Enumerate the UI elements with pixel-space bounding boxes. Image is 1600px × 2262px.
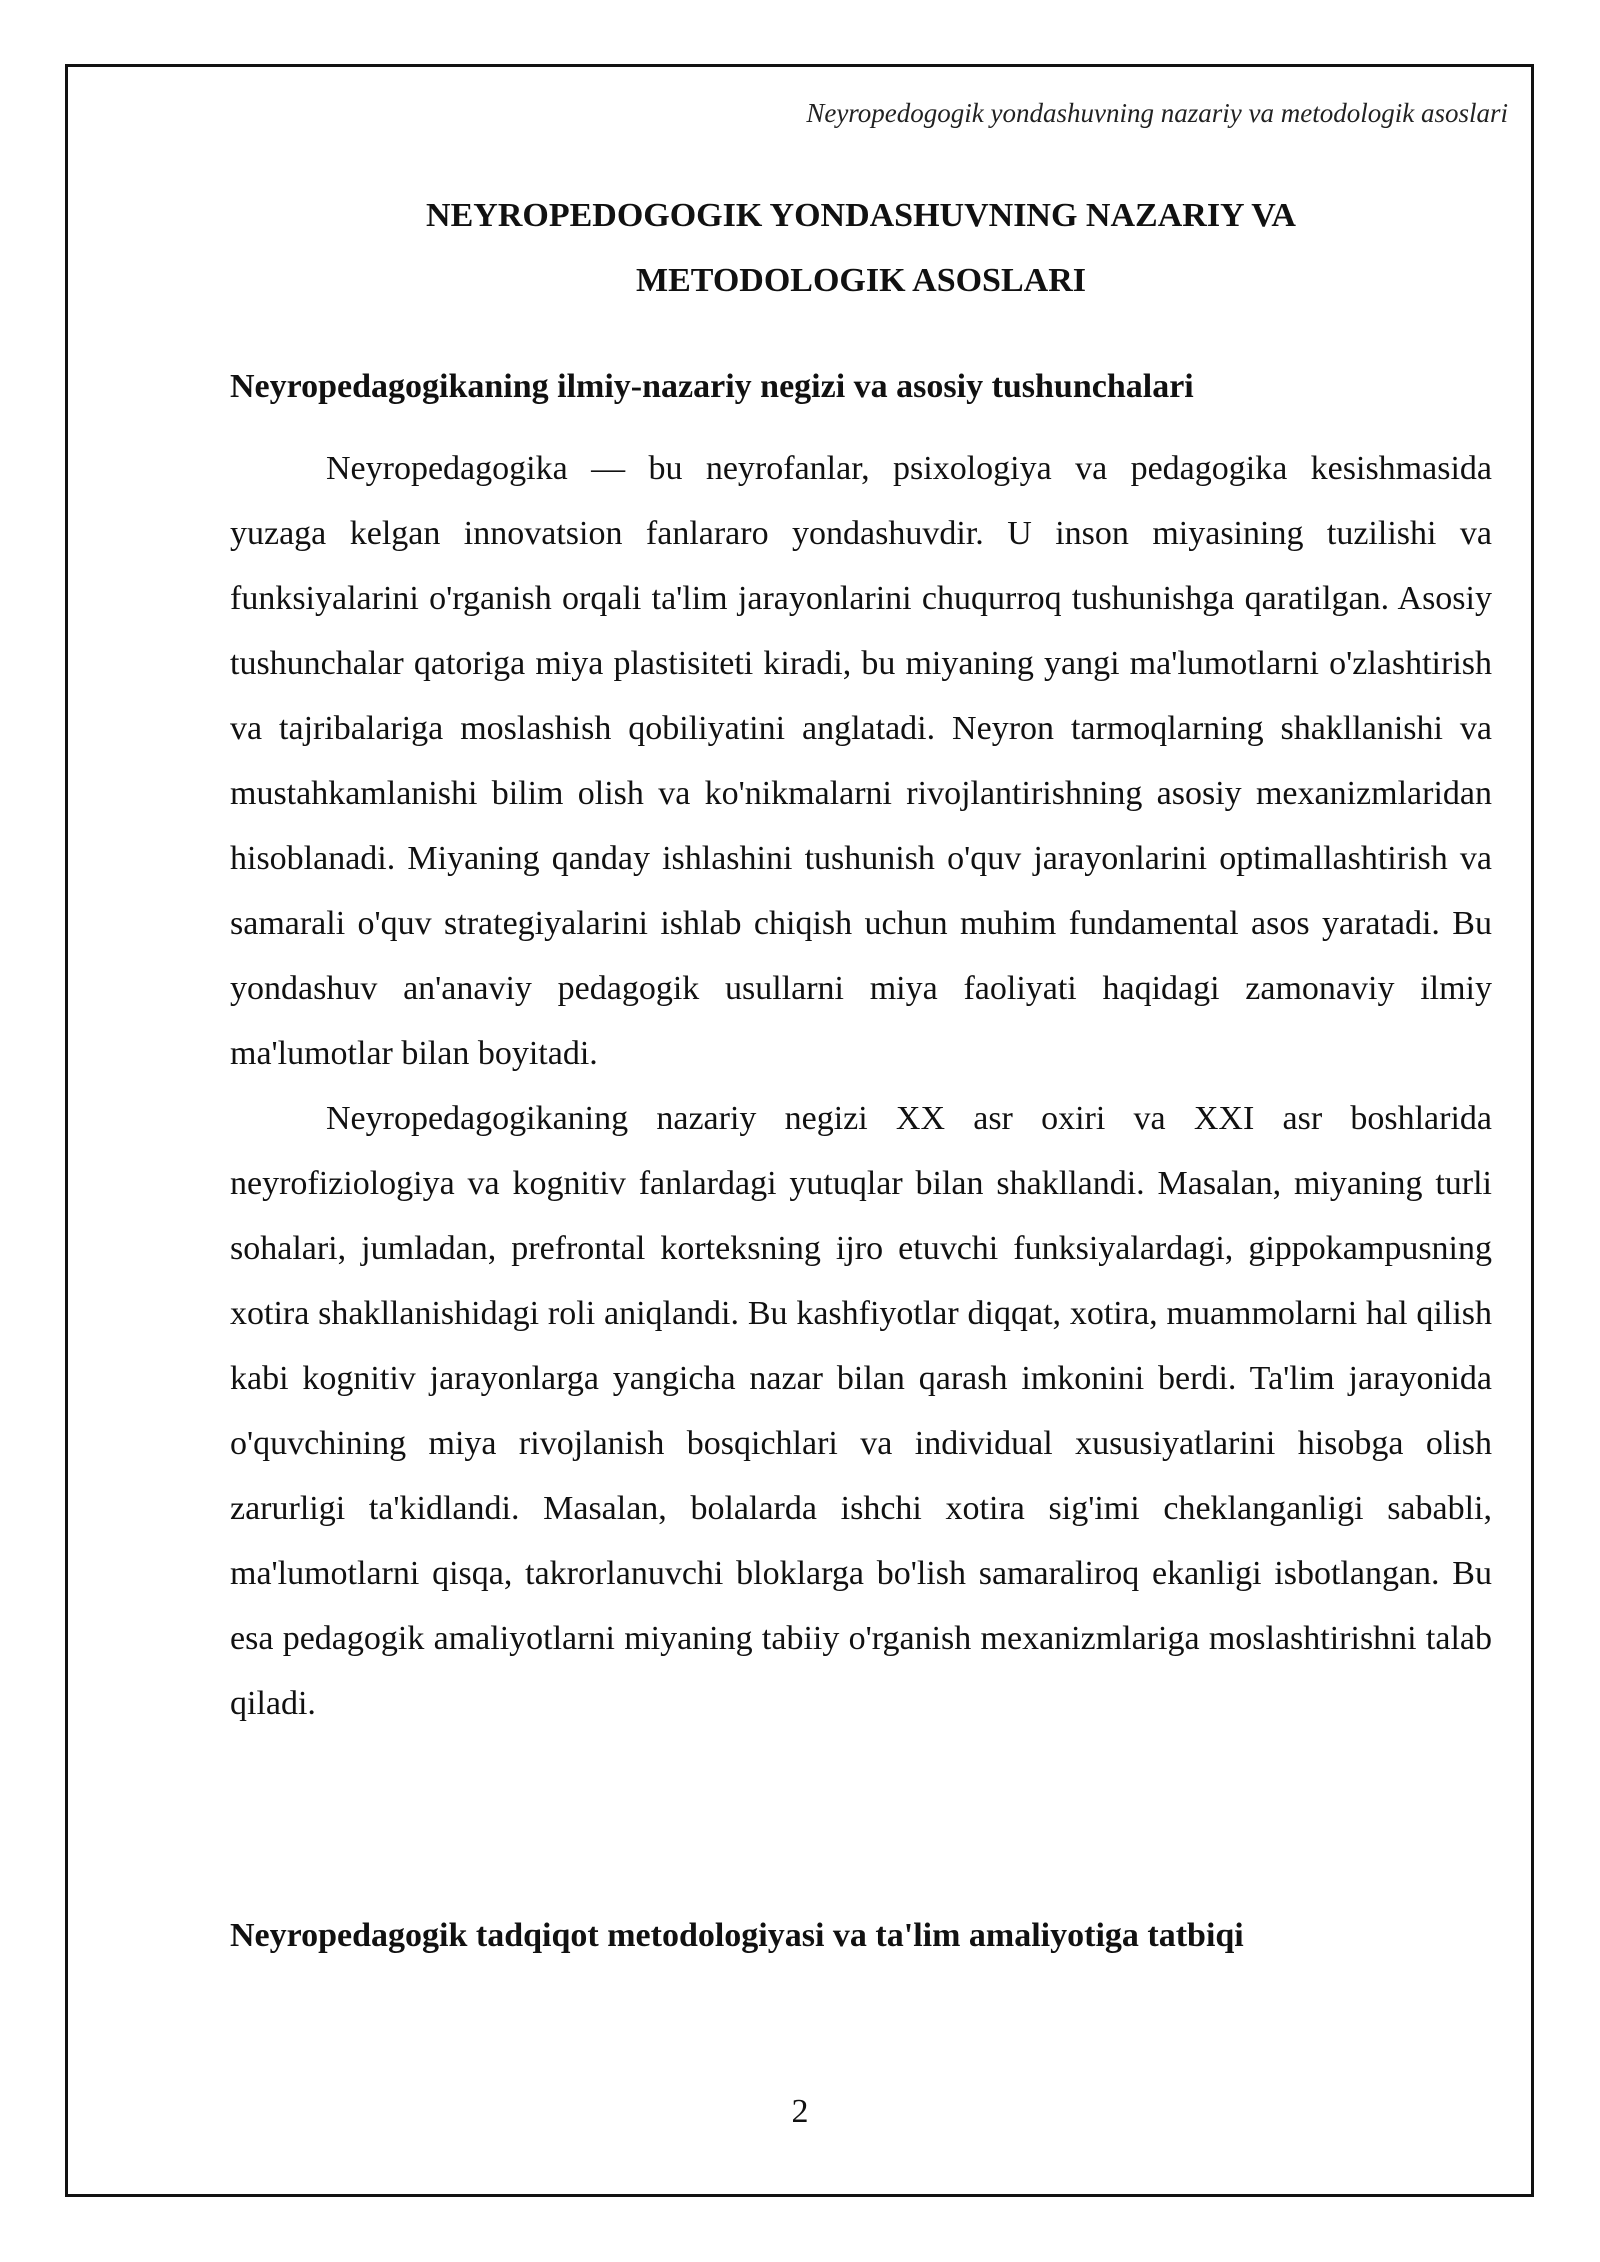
page-number: 2 [791,2093,809,2130]
document-title-line-2: METODOLOGIK ASOSLARI [636,262,1086,299]
paragraph-2: Neyropedagogikaning nazariy negizi XX asr oxiri va XXI asr boshlarida neyrofiziologiya va kognitiv fanlardagi yutuqlar bilan shakllandi. Masalan, miyaning turli sohalari, jumladan, prefrontal korteksning ijro etuvchi funksiyalardagi, gippokampusning xotira shakllanishidagi roli aniqlandi. Bu kashfiyotlar diqqat, xotira, muammolarni hal qilish kabi kognitiv jarayonlarga yangicha nazar bilan qarash imkonini berdi. Ta'lim jarayonida o'quvchining miya rivojlanish bosqichlari va individual xususiyatlarini hisobga olish zarurligi ta'kidlandi. Masalan, bolalarda ishchi xotira sig'imi cheklanganligi sababli, ma'lumotlarni qisqa, takrorlanuvchi bloklarga bo'lish samaraliroq ekanligi isbotlangan. Bu esa pedagogik amaliyotlarni miyaning tabiiy o'rganish mexanizmlariga moslashtirishni talab qiladi. [230,1100,1492,1722]
section-heading-1: Neyropedagogikaning ilmiy-nazariy negizi va asosiy tushunchalari [230,368,1194,405]
document-title-line-1: NEYROPEDOGOGIK YONDASHUVNING NAZARIY VA [426,197,1296,234]
section-1-body [230,436,1492,1736]
section-heading-2: Neyropedagogik tadqiqot metodologiyasi va ta'lim amaliyotiga tatbiqi [230,1917,1244,1954]
document-title [230,183,1492,313]
running-header: Neyropedogogik yondashuvning nazariy va metodologik asoslari [806,98,1508,128]
paragraph-1: Neyropedagogika — bu neyrofanlar, psixologiya va pedagogika kesishmasida yuzaga kelgan innovatsion fanlararo yondashuvdir. U inson miyasining tuzilishi va funksiyalarini o'rganish orqali ta'lim jarayonlarini chuqurroq tushunishga qaratilgan. Asosiy tushunchalar qatoriga miya plastisiteti kiradi, bu miyaning yangi ma'lumotlarni o'zlashtirish va tajribalariga moslashish qobiliyatini anglatadi. Neyron tarmoqlarning shakllanishi va mustahkamlanishi bilim olish va ko'nikmalarni rivojlantirishning asosiy mexanizmlaridan hisoblanadi. Miyaning qanday ishlashini tushunish o'quv jarayonlarini optimallashtirish va samarali o'quv strategiyalarini ishlab chiqish uchun muhim fundamental asos yaratadi. Bu yondashuv an'anaviy pedagogik usullarni miya faoliyati haqidagi zamonaviy ilmiy ma'lumotlar bilan boyitadi. [230,450,1492,1072]
